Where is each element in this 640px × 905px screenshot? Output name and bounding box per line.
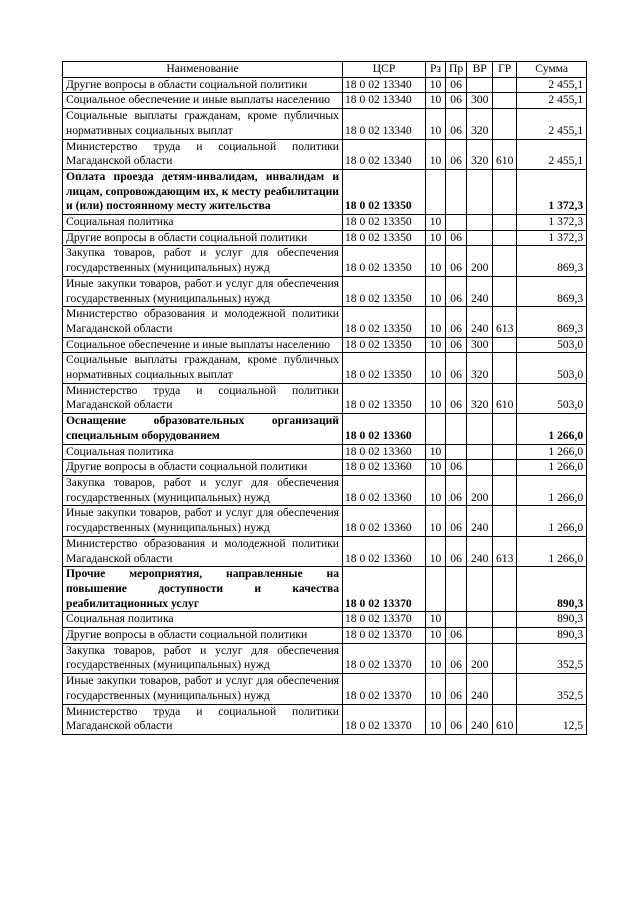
cell-sum: 352,5 [517,643,587,673]
table-row [63,169,587,214]
cell-gr: 610 [493,383,517,413]
cell-gr: 610 [493,139,517,169]
cell-sum: 503,0 [517,353,587,383]
cell-rz: 10 [426,506,446,536]
table-row [63,475,587,505]
cell-rz: 10 [426,383,446,413]
cell-vr [467,230,493,246]
cell-sum: 2 455,1 [517,93,587,109]
cell-sum: 869,3 [517,307,587,337]
cell-vr: 240 [467,307,493,337]
cell-pr: 06 [446,704,467,734]
cell-sum: 1 372,3 [517,230,587,246]
cell-sum: 1 372,3 [517,215,587,231]
cell-csr: 18 0 02 13360 [343,536,426,566]
cell-rz: 10 [426,643,446,673]
header-pr: Пр [446,62,467,78]
cell-sum: 1 266,0 [517,536,587,566]
cell-vr: 200 [467,246,493,276]
cell-csr: 18 0 02 13370 [343,567,426,612]
cell-vr [467,77,493,93]
cell-gr [493,460,517,476]
cell-csr: 18 0 02 13360 [343,414,426,444]
cell-csr: 18 0 02 13360 [343,475,426,505]
cell-pr: 06 [446,230,467,246]
table-row [63,77,587,93]
table-row [63,246,587,276]
cell-name: Закупка товаров, работ и услуг для обеспечения государственных (муниципальных) нужд [63,246,343,276]
cell-sum: 503,0 [517,337,587,353]
cell-pr [446,612,467,628]
cell-pr: 06 [446,337,467,353]
cell-vr [467,567,493,612]
cell-csr: 18 0 02 13340 [343,93,426,109]
table-row [63,567,587,612]
cell-name: Министерство труда и социальной политики Магаданской области [63,383,343,413]
cell-name: Социальное обеспечение и иные выплаты населению [63,337,343,353]
table-row [63,612,587,628]
cell-gr [493,215,517,231]
budget-table [62,61,587,735]
cell-sum: 503,0 [517,383,587,413]
table-row [63,536,587,566]
cell-gr [493,276,517,306]
cell-gr [493,444,517,460]
cell-rz: 10 [426,109,446,139]
cell-name: Другие вопросы в области социальной политики [63,77,343,93]
cell-gr: 613 [493,536,517,566]
cell-name: Иные закупки товаров, работ и услуг для обеспечения государственных (муниципальных) нужд [63,674,343,704]
cell-vr: 240 [467,704,493,734]
cell-name: Иные закупки товаров, работ и услуг для обеспечения государственных (муниципальных) нужд [63,276,343,306]
cell-pr: 06 [446,475,467,505]
cell-pr: 06 [446,674,467,704]
table-row [63,444,587,460]
cell-csr: 18 0 02 13350 [343,230,426,246]
cell-pr: 06 [446,93,467,109]
cell-sum: 869,3 [517,276,587,306]
header-sum: Сумма [517,62,587,78]
cell-gr [493,567,517,612]
table-row [63,307,587,337]
cell-rz [426,169,446,214]
cell-rz: 10 [426,674,446,704]
cell-gr [493,475,517,505]
cell-gr [493,414,517,444]
table-row [63,460,587,476]
cell-vr: 240 [467,674,493,704]
cell-sum: 890,3 [517,628,587,644]
header-vr: ВР [467,62,493,78]
cell-rz: 10 [426,704,446,734]
cell-vr [467,169,493,214]
table-row [63,414,587,444]
cell-gr [493,77,517,93]
cell-gr [493,230,517,246]
cell-csr: 18 0 02 13360 [343,506,426,536]
table-row [63,643,587,673]
header-gr: ГР [493,62,517,78]
table-row [63,276,587,306]
cell-csr: 18 0 02 13370 [343,612,426,628]
cell-rz: 10 [426,215,446,231]
cell-sum: 890,3 [517,567,587,612]
cell-sum: 869,3 [517,246,587,276]
cell-csr: 18 0 02 13350 [343,215,426,231]
cell-csr: 18 0 02 13350 [343,353,426,383]
cell-vr: 320 [467,383,493,413]
cell-pr: 06 [446,460,467,476]
cell-name: Закупка товаров, работ и услуг для обеспечения государственных (муниципальных) нужд [63,643,343,673]
cell-vr: 300 [467,337,493,353]
cell-name: Министерство труда и социальной политики Магаданской области [63,704,343,734]
cell-rz: 10 [426,353,446,383]
cell-gr [493,93,517,109]
cell-sum: 1 266,0 [517,475,587,505]
cell-csr: 18 0 02 13370 [343,628,426,644]
cell-vr: 240 [467,536,493,566]
cell-vr: 240 [467,276,493,306]
cell-gr: 613 [493,307,517,337]
cell-csr: 18 0 02 13360 [343,444,426,460]
cell-gr [493,643,517,673]
cell-pr: 06 [446,246,467,276]
cell-pr [446,215,467,231]
cell-csr: 18 0 02 13340 [343,109,426,139]
cell-name: Социальное обеспечение и иные выплаты населению [63,93,343,109]
cell-csr: 18 0 02 13350 [343,276,426,306]
cell-pr: 06 [446,109,467,139]
cell-sum: 1 372,3 [517,169,587,214]
cell-pr [446,444,467,460]
header-name: Наименование [63,62,343,78]
cell-sum: 2 455,1 [517,77,587,93]
cell-rz: 10 [426,276,446,306]
cell-rz [426,414,446,444]
cell-name: Социальная политика [63,444,343,460]
cell-rz: 10 [426,628,446,644]
cell-name: Социальная политика [63,215,343,231]
cell-pr: 06 [446,643,467,673]
cell-pr: 06 [446,139,467,169]
cell-csr: 18 0 02 13350 [343,383,426,413]
cell-pr [446,567,467,612]
cell-sum: 890,3 [517,612,587,628]
cell-rz: 10 [426,77,446,93]
cell-csr: 18 0 02 13340 [343,139,426,169]
table-row [63,704,587,734]
table-row [63,215,587,231]
table-row [63,230,587,246]
table-row [63,93,587,109]
cell-vr: 320 [467,139,493,169]
cell-csr: 18 0 02 13370 [343,704,426,734]
header-csr: ЦСР [343,62,426,78]
cell-pr: 06 [446,506,467,536]
cell-pr [446,169,467,214]
cell-pr: 06 [446,77,467,93]
cell-name: Министерство образования и молодежной политики Магаданской области [63,307,343,337]
cell-csr: 18 0 02 13350 [343,307,426,337]
cell-pr: 06 [446,628,467,644]
cell-pr: 06 [446,353,467,383]
cell-rz: 10 [426,230,446,246]
cell-pr: 06 [446,307,467,337]
cell-sum: 2 455,1 [517,109,587,139]
cell-csr: 18 0 02 13340 [343,77,426,93]
cell-vr [467,444,493,460]
cell-rz: 10 [426,536,446,566]
cell-name: Министерство труда и социальной политики Магаданской области [63,139,343,169]
cell-gr [493,337,517,353]
cell-name: Иные закупки товаров, работ и услуг для обеспечения государственных (муниципальных) нужд [63,506,343,536]
header-rz: Рз [426,62,446,78]
cell-vr [467,628,493,644]
cell-sum: 1 266,0 [517,444,587,460]
cell-vr: 300 [467,93,493,109]
cell-csr: 18 0 02 13370 [343,674,426,704]
cell-name: Социальные выплаты гражданам, кроме публичных нормативных социальных выплат [63,109,343,139]
table-row [63,109,587,139]
cell-csr: 18 0 02 13350 [343,337,426,353]
cell-pr [446,414,467,444]
cell-rz [426,567,446,612]
cell-csr: 18 0 02 13360 [343,460,426,476]
cell-vr: 320 [467,109,493,139]
cell-name: Другие вопросы в области социальной политики [63,230,343,246]
cell-gr [493,612,517,628]
cell-vr [467,612,493,628]
cell-vr: 200 [467,475,493,505]
cell-gr [493,353,517,383]
cell-sum: 1 266,0 [517,414,587,444]
cell-sum: 1 266,0 [517,506,587,536]
cell-rz: 10 [426,139,446,169]
cell-rz: 10 [426,475,446,505]
cell-pr: 06 [446,536,467,566]
cell-rz: 10 [426,337,446,353]
cell-sum: 1 266,0 [517,460,587,476]
cell-gr [493,169,517,214]
cell-vr: 200 [467,643,493,673]
table-row [63,139,587,169]
cell-gr [493,628,517,644]
cell-gr [493,674,517,704]
cell-name: Оплата проезда детям-инвалидам, инвалидам и лицам, сопровождающим их, к месту реабилитации и (или) постоянному месту жительства [63,169,343,214]
cell-name: Социальные выплаты гражданам, кроме публичных нормативных социальных выплат [63,353,343,383]
cell-name: Прочие мероприятия, направленные на повышение доступности и качества реабилитационных услуг [63,567,343,612]
table-header-row [63,62,587,78]
cell-gr [493,506,517,536]
cell-vr: 320 [467,353,493,383]
cell-pr: 06 [446,276,467,306]
table-row [63,506,587,536]
cell-name: Оснащение образовательных организаций специальным оборудованием [63,414,343,444]
cell-gr [493,109,517,139]
cell-csr: 18 0 02 13350 [343,246,426,276]
cell-csr: 18 0 02 13370 [343,643,426,673]
cell-name: Министерство образования и молодежной политики Магаданской области [63,536,343,566]
cell-name: Другие вопросы в области социальной политики [63,628,343,644]
cell-name: Закупка товаров, работ и услуг для обеспечения государственных (муниципальных) нужд [63,475,343,505]
cell-sum: 12,5 [517,704,587,734]
cell-sum: 2 455,1 [517,139,587,169]
cell-vr [467,414,493,444]
cell-sum: 352,5 [517,674,587,704]
cell-rz: 10 [426,307,446,337]
cell-vr [467,460,493,476]
table-row [63,353,587,383]
cell-vr [467,215,493,231]
cell-name: Социальная политика [63,612,343,628]
table-row [63,383,587,413]
cell-rz: 10 [426,246,446,276]
cell-rz: 10 [426,612,446,628]
cell-gr: 610 [493,704,517,734]
table-row [63,674,587,704]
table-row [63,337,587,353]
cell-name: Другие вопросы в области социальной политики [63,460,343,476]
cell-rz: 10 [426,444,446,460]
cell-csr: 18 0 02 13350 [343,169,426,214]
cell-vr: 240 [467,506,493,536]
cell-rz: 10 [426,460,446,476]
cell-rz: 10 [426,93,446,109]
cell-pr: 06 [446,383,467,413]
table-row [63,628,587,644]
cell-gr [493,246,517,276]
